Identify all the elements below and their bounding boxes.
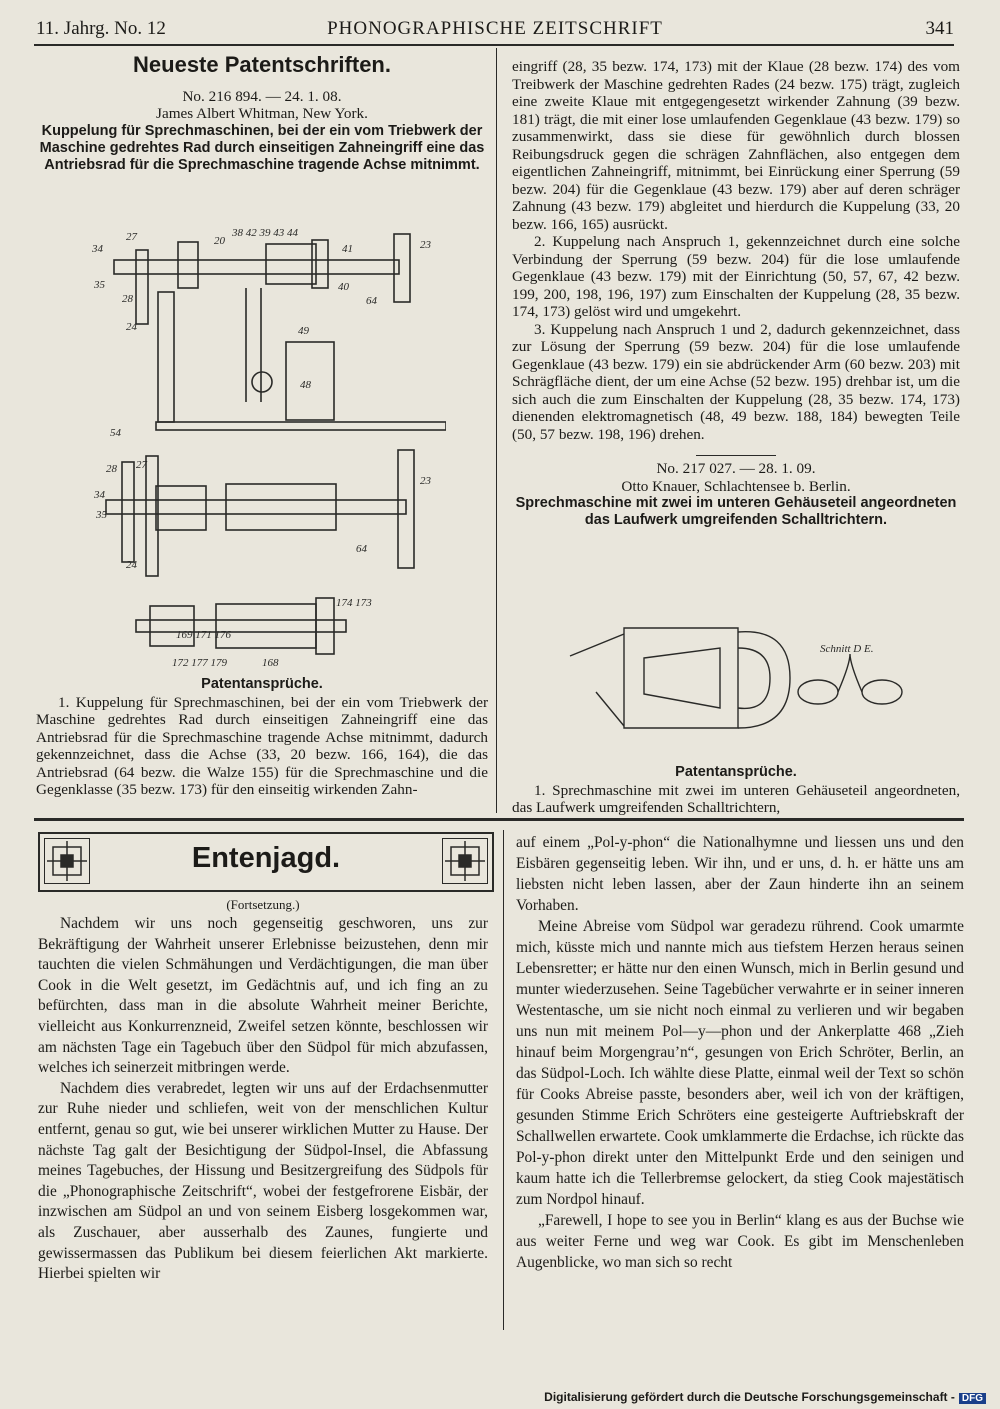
patent-1-claim-3: 3. Kuppelung nach Anspruch 1 und 2, dadurch gekennzeichnet, dass zur Lösung der Sperrung (59 bezw. 204) für die lose umlaufende Gegenklaue (43 bezw. 179) ein sie abdrückender Arm (60 bezw. 203) mit Schrägfläche dient, der um eine Achse (52 bezw. 195) drehbar ist, um die sich auch die zum Einschalten der Kuppelung (28, 35 bezw. 174, 173) dienenden elektromagnetisch (48, 49 bezw. 188, 184) bewegten Teile (50, 57 bezw. 198, 196) drehen. bbox=[512, 320, 960, 443]
patent-2-claim-1: 1. Sprechmaschine mit zwei im unteren Gehäuseteil angeordneten, das Laufwerk umgreifenden Schalltrichtern, bbox=[512, 781, 960, 816]
svg-text:48: 48 bbox=[300, 379, 311, 391]
svg-text:54: 54 bbox=[110, 427, 121, 439]
patent-1-left bbox=[36, 52, 488, 174]
gear-left-2 bbox=[122, 462, 134, 562]
svg-text:40: 40 bbox=[338, 281, 349, 293]
digitization-footer bbox=[544, 1390, 986, 1404]
page-number: 341 bbox=[925, 18, 954, 39]
article-paragraph-2: Nachdem dies verabredet, legten wir uns auf der Erdachsenmutter zur Ruhe nieder und schliefen, weit von der menschlichen Kultur entfernt, genau so gut, wie bei unserer wirklichen Mutter zu Hause. Der nächste Tag galt der Besichtigung der Südpol-Insel, die Abfassung meines Tagebuches, der Hissung und Besitzergreifung des Südpols für die „Phonographische Zeitschrift“, wobei der festgefrorene Eisbär, der inzwischen am Südpol an und von seinem Eisberg losgekommen war, als Zuschauer, aber ausserhalb des Zaunes, fungierte und gewissermassen das Publikum bei diesem feierlichen Akt markierte. Hierbei spielten wir bbox=[38, 1079, 488, 1283]
patent-1-claims-heading: Patentansprüche. bbox=[201, 676, 323, 692]
svg-text:35: 35 bbox=[94, 279, 105, 291]
cabinet bbox=[624, 628, 738, 728]
svg-text:169 171 176: 169 171 176 bbox=[176, 629, 231, 641]
patent-1-author: James Albert Whitman, New York. bbox=[156, 105, 368, 122]
patent-1-number: No. 216 894. — 24. 1. 08. bbox=[182, 87, 342, 105]
svg-text:38 42 39 43 44: 38 42 39 43 44 bbox=[232, 227, 298, 239]
article-paragraph-5: „Farewell, I hope to see you in Berlin“ klang es aus der Buchse wie aus weiter Ferne und weg war Cook. Es gibt im Menschenleben Augenblicke, wo man sich so recht bbox=[516, 1212, 964, 1271]
patent-2-claims-heading: Patentansprüche. bbox=[675, 764, 797, 780]
svg-text:172 177 179: 172 177 179 bbox=[172, 657, 227, 669]
section-label: Schnitt D E. bbox=[820, 643, 874, 655]
svg-text:27: 27 bbox=[136, 459, 147, 471]
horn-edge-top bbox=[570, 634, 624, 656]
svg-text:174 173: 174 173 bbox=[336, 597, 372, 609]
article-subtitle: (Fortsetzung.) bbox=[226, 897, 300, 912]
patent-1-claim-1-cont: eingriff (28, 35 bezw. 174, 173) mit der Klaue (28 bezw. 174) des vom Treibwerk der Maschine gedrehten Rades (24 bezw. 175) trägt, zugleich eine zweite Klaue mit entgegengesetzt wirkender Zahnung (39 bezw. 181) trägt, die mit einer lose umlaufenden Gegenklaue (43 bezw. 179) so zusammenwirkt, dass sie diese für gewöhnlich durch blossen Reibungsdruck gegen die schrägen Zahnflächen, also entgegen dem eigentlichen Zahneingriff, mitnimmt, bei Einrückung einer Sperrung (59 bezw. 204) für die Gegenklaue (43 bezw. 179) aber auf deren schräger Zahnung (43 bezw. 179) abgleitet und hierdurch die Kuppelung (33, 20 bezw. 166, 165) ausrückt. bbox=[512, 58, 960, 233]
patent-1-drawings bbox=[86, 222, 446, 672]
patent-2-number: No. 217 027. — 28. 1. 09. bbox=[656, 460, 816, 477]
section-rule bbox=[34, 818, 964, 821]
header-rule bbox=[34, 44, 954, 46]
hub-4 bbox=[156, 486, 206, 530]
svg-text:28: 28 bbox=[122, 293, 133, 305]
gear-right bbox=[394, 234, 410, 302]
patent-1-claim-1: 1. Kuppelung für Sprechmaschinen, bei der ein vom Triebwerk der Maschine gedrehtes Rad durch einseitigen Zahneingriff eine das Antriebsrad für die Sprechmaschine tragende Achse mitnimmt, dadurch gekennzeichnet, dass die Achse (33, 20 bezw. 166, 164), die das Antriebsrad (64 bezw. die Walze 155) für die Sprechmaschine und die Gegenklasse (35 bezw. 173) für den einseitig wirkenden Zahn- bbox=[36, 693, 488, 798]
svg-text:27: 27 bbox=[126, 231, 137, 243]
horn-curve bbox=[738, 632, 790, 728]
hub-3 bbox=[312, 240, 328, 288]
svg-text:168: 168 bbox=[262, 657, 279, 669]
article-paragraph-3: auf einem „Pol-y-phon“ die Nationalhymne und liessen uns und den Eisbären gegenseitig leben. Wir ihn, und er uns, d. h. er hätte uns am liebsten nicht leben lassen, aber der Zaun hinderte ihn an seinem Vorhaben. bbox=[516, 834, 964, 914]
svg-text:64: 64 bbox=[356, 543, 367, 555]
svg-text:34: 34 bbox=[92, 243, 103, 255]
svg-text:49: 49 bbox=[298, 325, 309, 337]
frame-post bbox=[158, 292, 174, 422]
dfg-logo: DFG bbox=[959, 1393, 986, 1404]
svg-text:24: 24 bbox=[126, 321, 137, 333]
hub-7 bbox=[216, 604, 316, 648]
hub-5 bbox=[226, 484, 336, 530]
journal-title: PHONOGRAPHISCHE ZEITSCHRIFT bbox=[327, 18, 663, 39]
patent-2-claims bbox=[512, 764, 960, 817]
column-divider-bottom bbox=[503, 830, 504, 1330]
svg-text:35: 35 bbox=[96, 509, 107, 521]
svg-text:23: 23 bbox=[420, 239, 431, 251]
patent-separator bbox=[696, 455, 776, 456]
gear-3 bbox=[316, 598, 334, 654]
article-right bbox=[516, 832, 964, 1273]
patent-2-author: Otto Knauer, Schlachtensee b. Berlin. bbox=[621, 477, 851, 495]
svg-text:23: 23 bbox=[420, 475, 431, 487]
horn-edge-bottom bbox=[596, 692, 624, 726]
base-plate bbox=[156, 422, 446, 430]
horn-curve-inner bbox=[738, 648, 770, 708]
issue-label: 11. Jahrg. No. 12 bbox=[36, 18, 166, 39]
column-divider-top bbox=[496, 48, 497, 813]
article-paragraph-4: Meine Abreise vom Südpol war geradezu rührend. Cook umarmte mich, küsste mich und nannte mich aus tiefstem Herzen heraus seinen Lebensretter; er hätte nur den einen Wunsch, mich in Berlin gesund und munter wiederzusehen. Seine Tagebücher verwahrte er in seiner inneren Westentasche, um sie nicht noch einmal zu verlieren und wir begaben uns nun mit meinem Pol—y—phon und der Ankerplatte 468 „Zieh hinauf beim Morgengrau’n“, gesungen von Erich Schröter, Berlin, an das Südpol-Loch. Ich wählte diese Platte, einmal weil der Text so schön für Cooks Abreise passte, besonders aber, weil ich von der kräftigen, gesunden Stimme Erich Schröters eine gesteigerte Auftriebskraft der Schallwellen erwartete. Cook umklammerte die Erdachse, ich rückte das Pol-y-phon direkt unter den Mittelpunkt Erde und den seinigen und kaum hatte ich die Tellerbremse gelockert, da stieg Cook majestätisch zum Nordpol hinauf. bbox=[516, 918, 964, 1208]
article-title: Entenjagd. bbox=[191, 842, 341, 874]
svg-text:24: 24 bbox=[126, 559, 137, 571]
patent-2-drawing bbox=[560, 608, 930, 758]
article-title-box bbox=[38, 832, 494, 892]
svg-text:34: 34 bbox=[94, 489, 105, 501]
hub-1 bbox=[178, 242, 198, 288]
footer-text: Digitalisierung gefördert durch die Deutsche Forschungsgemeinschaft - bbox=[544, 1390, 955, 1404]
article-left bbox=[38, 896, 488, 1285]
svg-text:64: 64 bbox=[366, 295, 377, 307]
section-join bbox=[838, 654, 862, 692]
pivot bbox=[252, 372, 272, 392]
svg-text:28: 28 bbox=[106, 463, 117, 475]
patent-1-right bbox=[512, 58, 960, 529]
axle bbox=[114, 260, 399, 274]
hub-2 bbox=[266, 244, 316, 284]
ornament-left-icon bbox=[44, 838, 90, 884]
ornament-right-icon bbox=[442, 838, 488, 884]
section-title: Neueste Patentschriften. bbox=[133, 52, 391, 77]
patent-2-title: Sprechmaschine mit zwei im unteren Gehäuseteil angeordneten das Laufwerk umgreifenden Schalltrichtern. bbox=[515, 495, 957, 528]
axle-3 bbox=[136, 620, 346, 632]
axle-2 bbox=[106, 500, 406, 514]
svg-text:41: 41 bbox=[342, 243, 353, 255]
patent-1-claim-2: 2. Kuppelung nach Anspruch 1, gekennzeichnet durch eine solche Verbindung der Sperrung (59 bezw. 204) für die lose umlaufende Gegenklaue (43 bezw. 179) mit der Einrichtung (50, 57, 67, 42 bezw. 199, 200, 198, 196, 197) zum Einschalten der Kuppelung (28, 35 bezw. 174, 173) gelöst wird und umgekehrt. bbox=[512, 233, 960, 320]
svg-text:20: 20 bbox=[214, 235, 225, 247]
page-header bbox=[36, 14, 954, 44]
section-left bbox=[798, 680, 838, 704]
gear-left bbox=[136, 250, 148, 324]
article-paragraph-1: Nachdem wir uns noch gegenseitig geschworen, uns zur Bekräftigung der Wahrheit unserer Erlebnisse beizustehen, denn mir tauchten die vielen Schmähungen und Verdächtigungen, die man über Cook in die Welt gesetzt, im Gedächtnis auf, und ich fing an zu befürchten, dass man in die absolute Wahrheit meiner Berichte, vielleicht aus Konkurrenzneid, Zweifel setzen könnte, beschlossen wir am nächsten Tage ein Tagebuch über den Südpol für mich abzufassen, welches ich seinerzeit mitbringen werde. bbox=[38, 915, 488, 1077]
horn bbox=[644, 648, 720, 708]
patent-1-claims-left bbox=[36, 676, 488, 799]
patent-1-title: Kuppelung für Sprechmaschinen, bei der ein vom Triebwerk der Maschine gedrehtes Rad durch einseitigen Zahneingriff eine das Antriebsrad für die Sprechmaschine tragende Achse mitnimmt. bbox=[39, 122, 485, 173]
section-right bbox=[862, 680, 902, 704]
